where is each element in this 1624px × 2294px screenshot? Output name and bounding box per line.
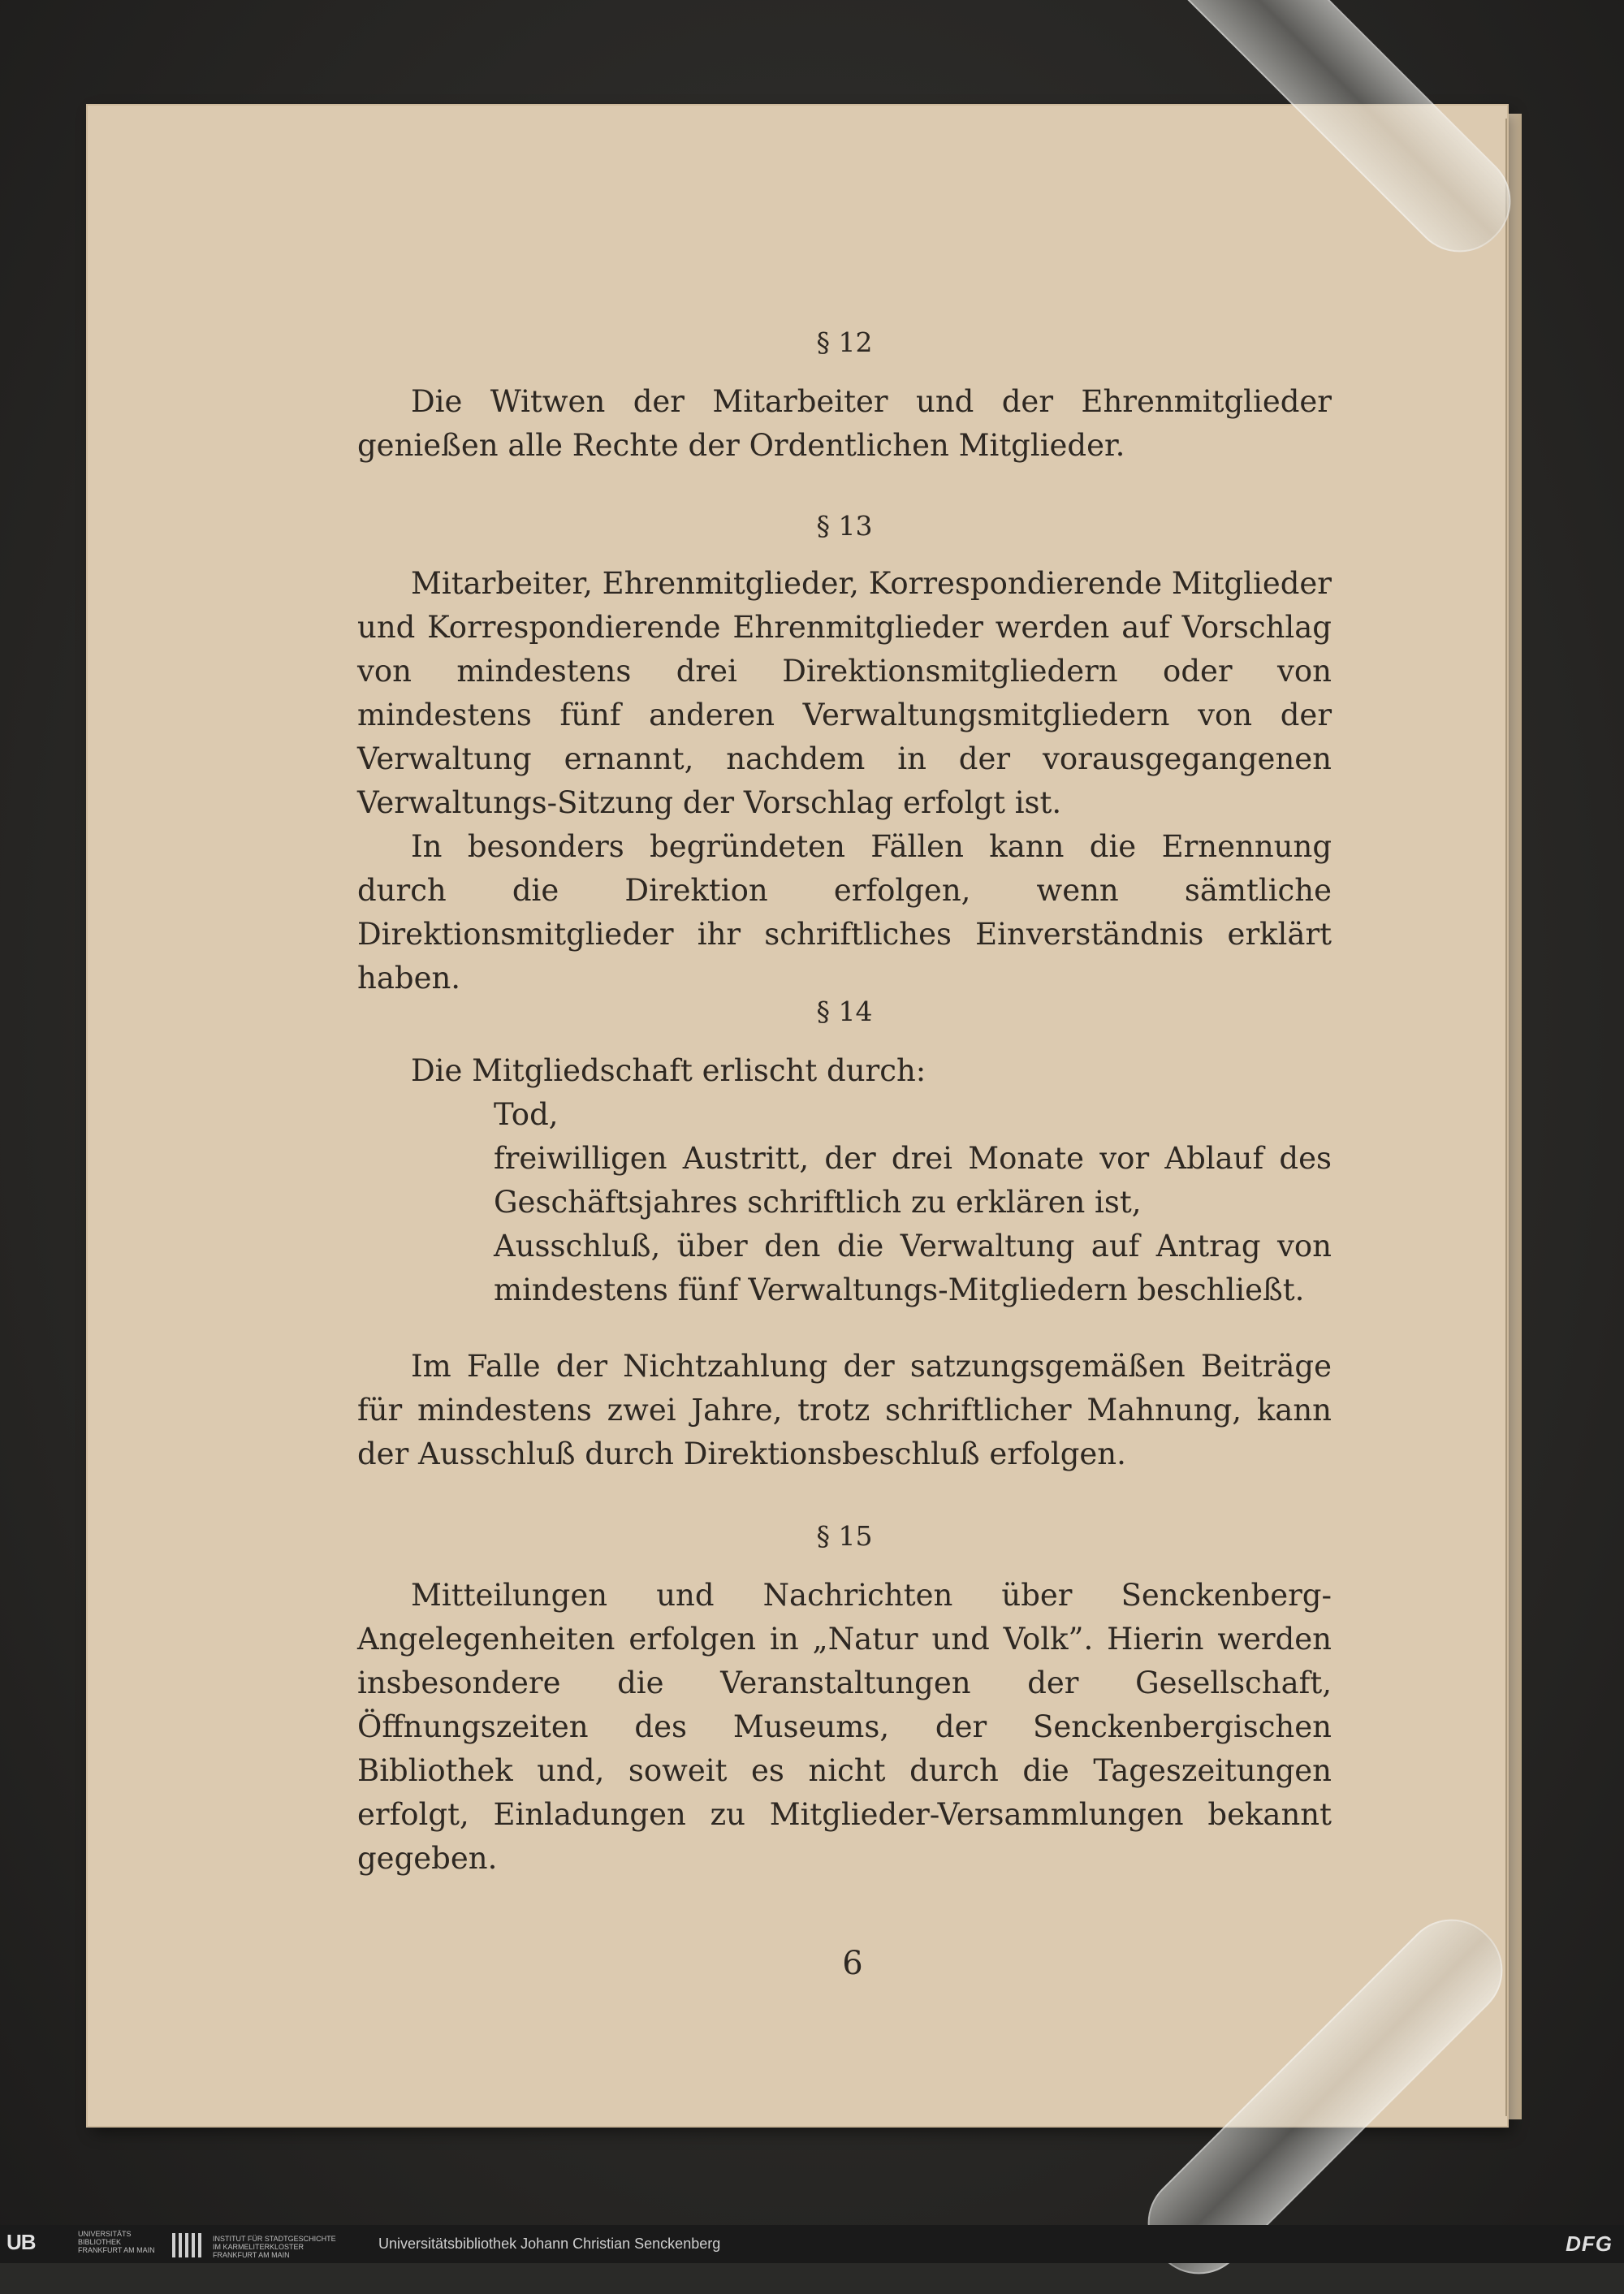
section-heading: § 14 xyxy=(816,996,873,1027)
section-body xyxy=(357,380,1332,468)
paragraph: Die Witwen der Mitarbeiter und der Ehrenmitglieder genießen alle Rechte der Ordentlichen Mitglieder. xyxy=(357,384,1332,463)
library-credit: Universitätsbibliothek Johann Christian Senckenberg xyxy=(378,2236,721,2252)
institute-icon xyxy=(172,2233,205,2257)
ub-mark: UB xyxy=(6,2230,36,2254)
section-intro xyxy=(357,1049,1332,1093)
section-body xyxy=(357,562,1332,1000)
list-item: Ausschluß, über den die Verwaltung auf Antrag von mindestens fünf Verwaltungs-Mitgliedern beschließt. xyxy=(494,1229,1332,1307)
archive-footer xyxy=(0,2225,1624,2263)
page-number: 6 xyxy=(842,1945,863,1982)
termination-list xyxy=(494,1093,1332,1312)
institute-logo-text: INSTITUT FÜR STADTGESCHICHTE IM KARMELITERKLOSTER FRANKFURT AM MAIN xyxy=(213,2235,336,2259)
section-heading: § 13 xyxy=(816,510,873,542)
ub-logo xyxy=(6,2230,75,2257)
institute-logo xyxy=(172,2230,335,2257)
section-heading: § 12 xyxy=(816,326,873,358)
page-fold xyxy=(1505,119,1507,2116)
paragraph: Im Falle der Nichtzahlung der satzungsgemäßen Beiträge für mindestens zwei Jahre, trotz schriftlicher Mahnung, kann der Ausschluß durch Direktionsbeschluß erfolgen. xyxy=(357,1349,1332,1471)
list-item: Tod, xyxy=(494,1097,559,1132)
section-body xyxy=(357,1345,1332,1476)
section-heading: § 15 xyxy=(816,1520,873,1552)
ub-logo-text: UNIVERSITÄTS BIBLIOTHEK FRANKFURT AM MAIN xyxy=(78,2230,155,2254)
section-body xyxy=(357,1574,1332,1881)
dfg-logo: DFG xyxy=(1566,2231,1613,2256)
list-item: freiwilligen Austritt, der drei Monate vor Ablauf des Geschäftsjahres schriftlich zu erklären ist, xyxy=(494,1141,1332,1220)
paragraph: Mitteilungen und Nachrichten über Senckenberg-Angelegenheiten erfolgen in „Natur und Volk”. Hierin werden insbesondere die Veranstaltungen der Gesellschaft, Öffnungszeiten des Museums, der Senckenbergischen Bibliothek und, soweit es nicht durch die Tageszeitungen erfolgt, Einladungen zu Mitglieder-Versammlungen bekannt gegeben. xyxy=(357,1578,1332,1876)
paragraph: Mitarbeiter, Ehrenmitglieder, Korrespondierende Mitglieder und Korrespondierende Ehrenmitglieder werden auf Vorschlag von mindestens drei Direktionsmitgliedern oder von mindestens fünf anderen Verwaltungsmitgliedern von der Verwaltung ernannt, nachdem in der vorausgegangenen Verwaltungs-Sitzung der Vorschlag erfolgt ist. xyxy=(357,566,1332,820)
paragraph: In besonders begründeten Fällen kann die Ernennung durch die Direktion erfolgen, wenn sämtliche Direktionsmitglieder ihr schriftliches Einverständnis erklärt haben. xyxy=(357,829,1332,996)
paragraph: Die Mitgliedschaft erlischt durch: xyxy=(411,1053,926,1088)
